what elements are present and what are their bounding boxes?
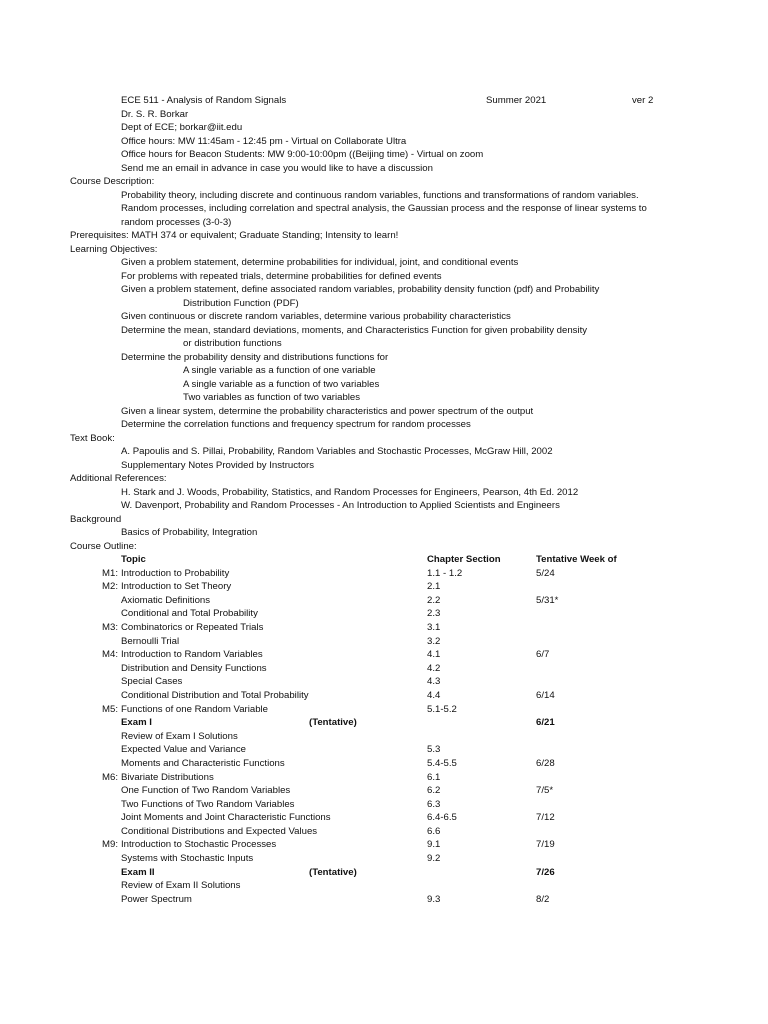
learning-objective-line: Given a problem statement, define associated random variables, probability density function (pdf) and Probability <box>121 284 600 295</box>
office-hours: Office hours: MW 11:45am - 12:45 pm - Virtual on Collaborate Ultra <box>121 135 407 147</box>
week-cell: 7/5* <box>536 785 554 797</box>
chapter-section-cell: 6.1 <box>427 771 441 783</box>
column-header-chapter: Chapter Section <box>427 554 501 565</box>
learning-objectives-heading: Learning Objectives: <box>70 243 158 255</box>
chapter-section-cell: 4.1 <box>427 649 441 661</box>
topic-cell: Conditional Distribution and Total Probability <box>121 689 309 701</box>
learning-objective-line: Given continuous or discrete random variables, determine various probability characteristics <box>121 311 511 322</box>
additional-references-heading: Additional References: <box>70 473 167 484</box>
chapter-section-cell: 1.1 - 1.2 <box>427 567 463 579</box>
topic-cell: Moments and Characteristic Functions <box>121 757 285 769</box>
week-cell: 6/21 <box>536 717 555 729</box>
topic-cell: Exam I <box>121 717 152 729</box>
tentative-note: (Tentative) <box>309 717 357 729</box>
text-book-item: Supplementary Notes Provided by Instructors <box>121 459 315 471</box>
week-cell: 7/26 <box>536 866 555 878</box>
course-outline-row <box>0 743 768 757</box>
topic-cell: Conditional and Total Probability <box>121 608 258 620</box>
course-outline-row <box>0 689 768 703</box>
topic-cell: Axiomatic Definitions <box>121 594 211 606</box>
reference-item: H. Stark and J. Woods, Probability, Statistics, and Random Processes for Engineers, Pearson, 4th Ed. 2012 <box>121 486 579 498</box>
chapter-section-cell: 4.4 <box>427 689 441 701</box>
learning-objective-line: Determine the correlation functions and frequency spectrum for random processes <box>121 419 471 430</box>
topic-cell: Special Cases <box>121 676 183 688</box>
syllabus-page <box>0 94 768 906</box>
course-outline-row <box>0 798 768 812</box>
topic-cell: Expected Value and Variance <box>121 744 246 756</box>
column-header-topic: Topic <box>121 554 146 565</box>
topic-cell: One Function of Two Random Variables <box>121 785 291 797</box>
course-term: Summer 2021 <box>486 95 547 106</box>
instructor-dept: Dept of ECE; borkar@iit.edu <box>121 122 243 133</box>
course-outline-row <box>0 621 768 635</box>
course-title: ECE 511 - Analysis of Random Signals <box>121 95 287 106</box>
topic-cell: Functions of one Random Variable <box>121 703 269 715</box>
topic-cell: Bivariate Distributions <box>121 771 214 783</box>
chapter-section-cell: 4.2 <box>427 662 441 674</box>
course-description-line: Probability theory, including discrete and continuous random variables, functions and transformations of random variables. <box>121 189 639 201</box>
topic-cell: Conditional Distributions and Expected Values <box>121 825 318 837</box>
week-cell: 5/31* <box>536 594 559 606</box>
document-version: ver 2 <box>632 95 654 106</box>
module-number: M1: <box>102 567 118 579</box>
course-title-line <box>0 94 768 108</box>
course-outline-body <box>0 567 768 907</box>
course-outline-row <box>0 594 768 608</box>
week-cell: 5/24 <box>536 567 555 579</box>
learning-objective-line: Distribution Function (PDF) <box>183 297 299 309</box>
text-book-heading: Text Book: <box>70 432 115 444</box>
course-outline-table <box>0 553 768 906</box>
background-heading: Background <box>70 513 122 525</box>
instructor-name: Dr. S. R. Borkar <box>121 108 189 120</box>
topic-cell: Bernoulli Trial <box>121 635 180 647</box>
office-hours-beacon: Office hours for Beacon Students: MW 9:00-10:00pm ((Beijing time) - Virtual on zoom <box>121 149 484 160</box>
topic-cell: Joint Moments and Joint Characteristic Functions <box>121 812 331 824</box>
topic-cell: Systems with Stochastic Inputs <box>121 853 254 865</box>
prerequisites: Prerequisites: MATH 374 or equivalent; Graduate Standing; Intensity to learn! <box>70 230 399 241</box>
chapter-section-cell: 3.2 <box>427 635 441 647</box>
week-cell: 6/7 <box>536 649 550 661</box>
learning-objective-line: Given a linear system, determine the probability characteristics and power spectrum of the output <box>121 405 534 417</box>
chapter-section-cell: 6.6 <box>427 825 441 837</box>
chapter-section-cell: 5.3 <box>427 744 441 756</box>
course-outline-row <box>0 635 768 649</box>
learning-objectives-list <box>0 256 768 432</box>
course-outline-heading: Course Outline: <box>70 540 137 552</box>
module-number: M9: <box>102 839 118 851</box>
chapter-section-cell: 2.2 <box>427 594 441 606</box>
module-number: M6: <box>102 771 118 783</box>
chapter-section-cell: 6.2 <box>427 785 441 797</box>
chapter-section-cell: 9.3 <box>427 893 441 905</box>
course-outline-row <box>0 757 768 771</box>
reference-item: W. Davenport, Probability and Random Processes - An Introduction to Applied Scientists and Engineers <box>121 500 560 511</box>
topic-cell: Review of Exam II Solutions <box>121 880 241 892</box>
course-outline-header-row <box>0 553 768 567</box>
module-number: M3: <box>102 621 118 633</box>
course-outline-row <box>0 703 768 717</box>
topic-cell: Introduction to Random Variables <box>121 649 263 661</box>
chapter-section-cell: 4.3 <box>427 676 441 688</box>
chapter-section-cell: 5.4-5.5 <box>427 757 457 769</box>
course-outline-row <box>0 648 768 662</box>
chapter-section-cell: 9.2 <box>427 853 441 865</box>
chapter-section-cell: 2.1 <box>427 581 441 593</box>
learning-objective-line: A single variable as a function of two variables <box>183 378 380 390</box>
topic-cell: Combinatorics or Repeated Trials <box>121 621 264 633</box>
course-outline-row <box>0 580 768 594</box>
topic-cell: Exam II <box>121 866 155 878</box>
week-cell: 6/28 <box>536 757 555 769</box>
module-number: M4: <box>102 649 118 661</box>
module-number: M5: <box>102 703 118 715</box>
course-outline-row <box>0 784 768 798</box>
exam-row <box>0 716 768 730</box>
tentative-note: (Tentative) <box>309 866 357 878</box>
topic-cell: Distribution and Density Functions <box>121 662 267 674</box>
week-cell: 7/19 <box>536 839 555 851</box>
course-description-heading: Course Description: <box>70 176 155 187</box>
learning-objective-line: A single variable as a function of one variable <box>183 365 376 376</box>
course-description-line: Random processes, including correlation and spectral analysis, the Gaussian process and the response of linear systems to <box>121 203 647 214</box>
chapter-section-cell: 9.1 <box>427 839 441 851</box>
column-header-week: Tentative Week of <box>536 554 617 565</box>
learning-objective-line: Two variables as function of two variables <box>183 392 361 403</box>
course-outline-row <box>0 838 768 852</box>
week-cell: 6/14 <box>536 689 555 701</box>
course-outline-row <box>0 825 768 839</box>
exam-row <box>0 866 768 880</box>
week-cell: 7/12 <box>536 812 555 824</box>
chapter-section-cell: 2.3 <box>427 608 441 620</box>
course-outline-row <box>0 893 768 907</box>
week-cell: 8/2 <box>536 893 550 905</box>
email-note: Send me an email in advance in case you would like to have a discussion <box>121 162 433 174</box>
course-description-line: random processes (3-0-3) <box>121 216 232 228</box>
course-outline-row <box>0 662 768 676</box>
chapter-section-cell: 6.3 <box>427 798 441 810</box>
course-outline-row <box>0 730 768 744</box>
topic-cell: Power Spectrum <box>121 893 192 905</box>
course-outline-row <box>0 879 768 893</box>
text-book-item: A. Papoulis and S. Pillai, Probability, Random Variables and Stochastic Processes, McGraw Hill, 2002 <box>121 446 553 457</box>
topic-cell: Two Functions of Two Random Variables <box>121 798 295 810</box>
course-outline-row <box>0 771 768 785</box>
chapter-section-cell: 5.1-5.2 <box>427 703 457 715</box>
chapter-section-cell: 3.1 <box>427 621 441 633</box>
course-outline-row <box>0 852 768 866</box>
learning-objective-line: Determine the mean, standard deviations, moments, and Characteristics Function for given probability density <box>121 324 588 336</box>
topic-cell: Review of Exam I Solutions <box>121 730 238 742</box>
learning-objective-line: For problems with repeated trials, determine probabilities for defined events <box>121 270 442 282</box>
chapter-section-cell: 6.4-6.5 <box>427 812 457 824</box>
topic-cell: Introduction to Probability <box>121 567 230 579</box>
learning-objective-line: Determine the probability density and distributions functions for <box>121 351 389 363</box>
module-number: M2: <box>102 581 118 593</box>
course-outline-row <box>0 567 768 581</box>
learning-objective-line: Given a problem statement, determine probabilities for individual, joint, and conditional events <box>121 257 519 268</box>
topic-cell: Introduction to Set Theory <box>121 581 232 593</box>
course-outline-row <box>0 675 768 689</box>
topic-cell: Introduction to Stochastic Processes <box>121 839 277 851</box>
course-outline-row <box>0 607 768 621</box>
background-item: Basics of Probability, Integration <box>121 527 258 538</box>
learning-objective-line: or distribution functions <box>183 338 282 349</box>
course-outline-row <box>0 811 768 825</box>
